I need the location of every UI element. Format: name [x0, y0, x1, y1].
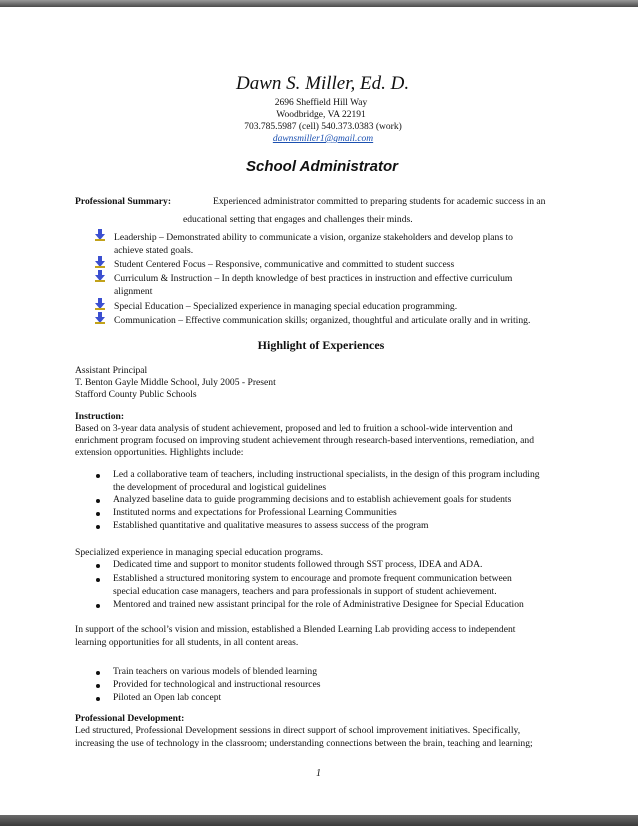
bullet-dot — [96, 684, 100, 688]
skill-curriculum-line-1: Curriculum & Instruction – In depth knowledge of best practices in instruction and effective curriculum — [114, 273, 513, 284]
blended-bullet-1: Train teachers on various models of blended learning — [113, 666, 317, 677]
address-line-2: Woodbridge, VA 22191 — [276, 110, 366, 120]
position-district: Stafford County Public Schools — [75, 389, 197, 400]
skill-leadership-line-2: achieve stated goals. — [114, 245, 194, 256]
page-bottom-border — [0, 815, 638, 826]
instruction-bullet-3: Instituted norms and expectations for Professional Learning Communities — [113, 507, 397, 518]
bullet-dot — [96, 474, 100, 478]
instruction-bullet-1-line-2: the development of procedural and logistical guidelines — [113, 482, 327, 493]
instruction-bullet-2: Analyzed baseline data to guide programming decisions and to establish achievement goals for students — [113, 494, 512, 505]
bullet-dot — [96, 564, 100, 568]
bullet-dot — [96, 604, 100, 608]
summary-text-line-1: Experienced administrator committed to preparing students for academic success in an — [213, 196, 546, 207]
blended-para-line-2: learning opportunities for all students, in all content areas. — [75, 637, 299, 648]
arrow-bullet-icon — [94, 256, 106, 268]
instruction-para-line-1: Based on 3-year data analysis of student achievement, proposed and led to fruition a school-wide intervention and — [75, 423, 513, 434]
summary-label: Professional Summary: — [75, 196, 172, 207]
professional-development-heading: Professional Development: — [75, 713, 185, 724]
arrow-bullet-icon — [94, 312, 106, 324]
blended-bullet-2: Provided for technological and instructional resources — [113, 679, 321, 690]
summary-text-line-2: educational setting that engages and challenges their minds. — [183, 214, 413, 225]
highlights-heading: Highlight of Experiences — [257, 338, 385, 352]
professional-development-line-1: Led structured, Professional Development sessions in direct support of school improvement initiatives. Specifically, — [75, 725, 521, 736]
special-ed-bullet-3: Mentored and trained new assistant principal for the role of Administrative Designee for Special Education — [113, 599, 524, 610]
skill-communication: Communication – Effective communication skills; organized, thoughtful and articulate orally and in writing. — [114, 315, 531, 326]
instruction-bullet-1-line-1: Led a collaborative team of teachers, including instructional specialists, in the design of this program including — [113, 469, 540, 480]
bullet-dot — [96, 578, 100, 582]
special-ed-intro: Specialized experience in managing special education programs. — [75, 547, 324, 558]
instruction-para-line-2: enrichment program focused on improving student achievement through research-based interventions, remediation, and — [75, 435, 535, 446]
blended-para-line-1: In support of the school’s vision and mission, established a Blended Learning Lab providing access to independent — [75, 624, 516, 635]
page-number: 1 — [316, 768, 321, 779]
professional-development-line-2: increasing the use of technology in the classroom; understanding connections between the brain, teaching and learning; — [75, 738, 533, 749]
skill-student-focus: Student Centered Focus – Responsive, communicative and committed to student success — [114, 259, 455, 270]
arrow-bullet-icon — [94, 270, 106, 282]
candidate-name: Dawn S. Miller, Ed. D. — [236, 73, 410, 94]
bullet-dot — [96, 499, 100, 503]
skill-special-education: Special Education – Specialized experience in managing special education programming. — [114, 301, 458, 312]
bullet-dot — [96, 525, 100, 529]
skill-leadership-line-1: Leadership – Demonstrated ability to communicate a vision, organize stakeholders and develop plans to — [114, 232, 513, 243]
address-line-1: 2696 Sheffield Hill Way — [274, 98, 368, 108]
arrow-bullet-icon — [94, 298, 106, 310]
resume-page — [0, 7, 638, 815]
email-link[interactable]: dawnsmiller1@gmail.com — [272, 134, 374, 144]
bullet-dot — [96, 671, 100, 675]
phone-numbers: 703.785.5987 (cell) 540.373.0383 (work) — [244, 122, 402, 132]
position-school: T. Benton Gayle Middle School, July 2005 - Present — [75, 377, 276, 388]
special-ed-bullet-2-line-1: Established a structured monitoring system to encourage and promote frequent communication between — [113, 573, 512, 584]
instruction-bullet-4: Established quantitative and qualitative measures to assess success of the program — [113, 520, 429, 531]
special-ed-bullet-2-line-2: special education case managers, teachers and para professionals in support of student achievement. — [113, 586, 497, 597]
page-top-border — [0, 0, 638, 7]
arrow-bullet-icon — [94, 229, 106, 241]
bullet-dot — [96, 697, 100, 701]
resume-title: School Administrator — [246, 158, 398, 175]
special-ed-bullet-1: Dedicated time and support to monitor students followed through SST process, IDEA and ADA. — [113, 559, 483, 570]
instruction-heading: Instruction: — [75, 411, 125, 422]
position-role: Assistant Principal — [75, 365, 148, 376]
bullet-dot — [96, 512, 100, 516]
instruction-para-line-3: extension opportunities. Highlights include: — [75, 447, 244, 458]
skill-curriculum-line-2: alignment — [114, 286, 153, 297]
blended-bullet-3: Piloted an Open lab concept — [113, 692, 222, 703]
